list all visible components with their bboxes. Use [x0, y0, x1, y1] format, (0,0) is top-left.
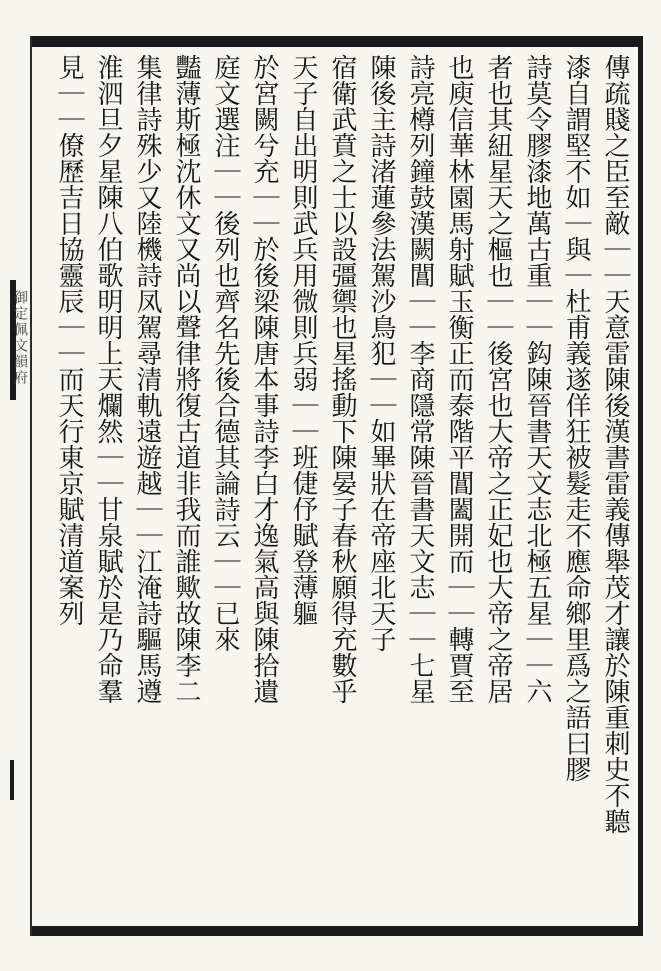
text-page — [36, 48, 637, 935]
fold-title: 御定佩文韻府 — [12, 290, 28, 386]
text-column-9: 天子自出明則武兵用微則兵弱｜｜班倢伃賦登薄軀 — [288, 54, 318, 626]
text-column-15: 見｜｜僚歷吉日協靈辰｜｜而天行東京賦清道案列 — [54, 54, 84, 626]
text-column-13: 集律詩殊少又陸機詩凤駕尋清軌遠遊越｜｜江淹詩驅馬遵 — [132, 54, 162, 704]
text-column-3: 詩莫令膠漆地萬古重｜｜鈎陳晉書天文志北極五星｜｜六 — [522, 54, 552, 704]
text-column-10: 於宮闕兮充｜｜於後梁陳唐本事詩李白才逸氣高與陳拾遺 — [249, 54, 279, 704]
fold-line — [30, 36, 32, 936]
text-column-4: 者也其紐星天之樞也｜｜後宮也大帝之正妃也大帝之帝居 — [483, 54, 513, 704]
right-border — [638, 36, 643, 936]
text-column-11: 庭文選注｜｜後列也齊名先後合德其論詩云｜｜已來 — [210, 54, 240, 652]
top-border — [30, 36, 643, 47]
text-column-1: 傳疏賤之臣至敵｜｜天意雷陳後漢書雷義傳舉茂才讓於陳重刺史不聽 — [600, 54, 630, 834]
fold-lower-mark — [10, 760, 14, 800]
text-column-8: 宿衛武賁之士以設彊禦也星搖動下陳晏子春秋願得充數乎 — [327, 54, 357, 704]
text-column-7: 陳後主詩渚蓮參法駕沙鳥犯｜｜如畢狀在帝座北天子 — [366, 54, 396, 652]
text-column-2: 漆自謂堅不如｜與｜杜甫義遂佯狂被髮走不應命鄉里爲之語曰膠 — [561, 54, 591, 782]
text-column-12: 豔薄斯極沈休文又尚以聲律將復古道非我而誰歟故陳李二 — [171, 54, 201, 704]
text-column-5: 也庾信華林園馬射賦玉衡正而泰階平閶闔開而｜｜轉賈至 — [444, 54, 474, 704]
text-column-14: 淮泗旦夕星陳八伯歌明明上天爛然｜｜甘泉賦於是乃命羣 — [93, 54, 123, 704]
text-column-6: 詩亮樽列鐘鼓漢闕閶｜｜李商隱常陳晉書天文志｜｜七星 — [405, 54, 435, 704]
fold-margin — [8, 60, 28, 920]
